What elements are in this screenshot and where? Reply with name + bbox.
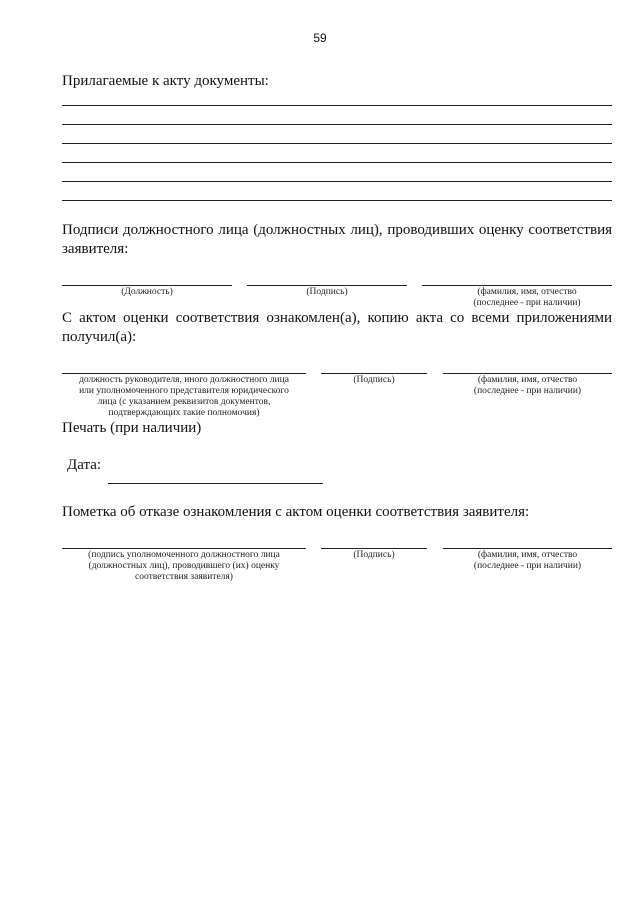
acquainted-heading-line2: получил(а): — [62, 329, 137, 345]
refusal-position-caption-line3: соответствия заявителя) — [135, 572, 233, 582]
inspectors-position-line[interactable] — [62, 285, 232, 286]
inspectors-name-line[interactable] — [422, 285, 612, 286]
acquainted-position-caption-line3: лица (с указанием реквизитов документов, — [97, 397, 271, 407]
attachments-line-5[interactable] — [62, 181, 612, 182]
acquainted-name-caption-line1: (фамилия, имя, отчество — [477, 375, 578, 385]
inspectors-heading-line2: заявителя: — [62, 241, 129, 257]
attachments-line-3[interactable] — [62, 143, 612, 144]
attachments-line-4[interactable] — [62, 162, 612, 163]
acquainted-signature-caption: (Подпись) — [353, 375, 395, 385]
acquainted-position-caption-line1: должность руководителя, иного должностного лица — [79, 375, 289, 385]
page-number: 59 — [313, 31, 327, 45]
attachments-line-1[interactable] — [62, 105, 612, 106]
refusal-position-line[interactable] — [62, 548, 306, 549]
attachments-line-2[interactable] — [62, 124, 612, 125]
attachments-line-6[interactable] — [62, 200, 612, 201]
refusal-name-caption-line2: (последнее - при наличии) — [473, 561, 582, 571]
refusal-position-caption-line1: (подпись уполномоченного должностного лица — [88, 550, 280, 560]
stamp-label: Печать (при наличии) — [62, 420, 202, 436]
acquainted-position-line[interactable] — [62, 373, 306, 374]
date-label: Дата: — [67, 457, 102, 473]
inspectors-signature-caption: (Подпись) — [306, 287, 348, 297]
refusal-name-caption-line1: (фамилия, имя, отчество — [477, 550, 578, 560]
inspectors-signature-line[interactable] — [247, 285, 407, 286]
inspectors-position-caption: (Должность) — [121, 287, 173, 297]
inspectors-heading-line1: Подписи должностного лица (должностных лиц), проводивших оценку соответствия — [62, 222, 612, 238]
date-line[interactable] — [108, 483, 323, 484]
acquainted-position-caption-line2: или уполномоченного представителя юридического — [79, 386, 289, 396]
inspectors-name-caption-line1: (фамилия, имя, отчество — [477, 287, 577, 297]
acquainted-signature-line[interactable] — [321, 373, 427, 374]
attachments-heading: Прилагаемые к акту документы: — [62, 73, 269, 89]
inspectors-name-caption-line2: (последнее - при наличии) — [473, 298, 581, 308]
acquainted-name-caption-line2: (последнее - при наличии) — [473, 386, 582, 396]
refusal-heading: Пометка об отказе ознакомления с актом оценки соответствия заявителя: — [62, 504, 530, 520]
refusal-signature-caption: (Подпись) — [353, 550, 395, 560]
acquainted-name-line[interactable] — [443, 373, 612, 374]
refusal-name-line[interactable] — [443, 548, 612, 549]
refusal-position-caption-line2: (должностных лиц), проводившего (их) оценку — [88, 561, 280, 571]
acquainted-position-caption-line4: подтверждающих такие полномочия) — [108, 408, 260, 418]
refusal-signature-line[interactable] — [321, 548, 427, 549]
acquainted-heading-line1: С актом оценки соответствия ознакомлен(а), копию акта со всеми приложениями — [62, 310, 612, 326]
